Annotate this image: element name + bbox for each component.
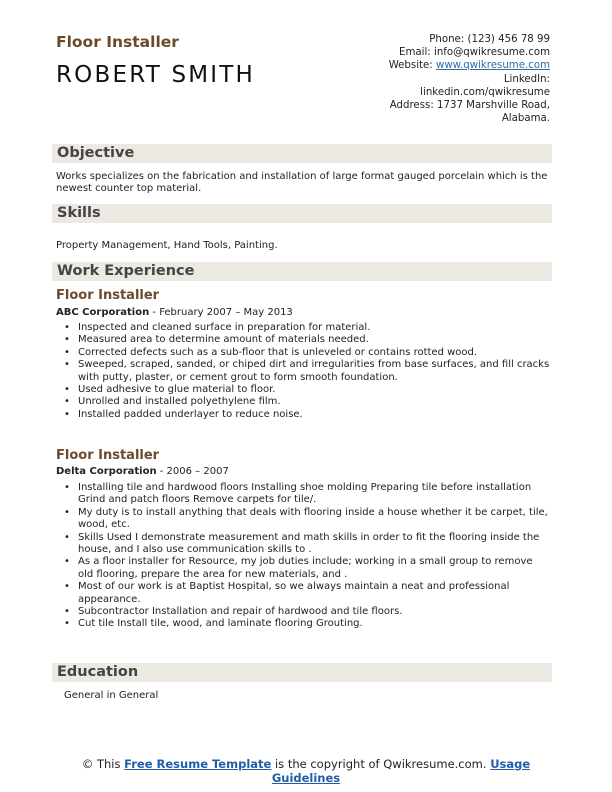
job-title: Floor Installer — [56, 33, 179, 51]
linkedin-label: LinkedIn: — [503, 73, 550, 85]
list-item: • Measured area to determine amount of materials needed. — [56, 334, 550, 346]
footer-prefix: © This — [81, 757, 125, 771]
linkedin-value: linkedin.com/qwikresume — [420, 86, 550, 98]
job-2-bullets — [56, 482, 550, 631]
education-text: General in General — [64, 690, 159, 701]
education-section-header — [52, 663, 552, 682]
website-link[interactable]: www.qwikresume.com — [435, 60, 550, 72]
list-item: • Most of our work is at Baptist Hospital, so we always maintain a neat and professional appearance. — [56, 581, 550, 606]
address-label: Address: — [389, 100, 434, 112]
experience-section-header — [52, 262, 552, 281]
job-1-dates: - February 2007 – May 2013 — [149, 307, 293, 318]
skills-section-header — [52, 204, 552, 223]
experience-heading: Work Experience — [57, 263, 195, 279]
phone-value: (123) 456 78 99 — [467, 34, 550, 45]
job-2-company-line — [56, 466, 229, 477]
email-value: info@qwikresume.com — [433, 47, 550, 59]
list-item: • Installed padded underlayer to reduce noise. — [56, 409, 550, 421]
contact-website — [310, 59, 550, 72]
job-1-title: Floor Installer — [56, 288, 160, 303]
list-item: • My duty is to install anything that deals with flooring inside a house whether it be carpet, tile, wood, etc. — [56, 507, 550, 532]
list-item: • Unrolled and installed polyethylene film. — [56, 396, 550, 408]
job-2-dates: - 2006 – 2007 — [156, 466, 229, 477]
skills-text: Property Management, Hand Tools, Painting. — [56, 240, 278, 251]
phone-label: Phone: — [429, 34, 465, 45]
list-item: • Sweeped, scraped, sanded, or chiped dirt and irregularities from base surfaces, and fill cracks with putty, plaster, or cement grout to form smooth foundation. — [56, 359, 550, 384]
job-1-company: ABC Corporation — [56, 307, 150, 318]
job-2-title: Floor Installer — [56, 448, 160, 463]
job-1-company-line — [56, 307, 293, 318]
contact-email — [310, 46, 550, 59]
usage-guidelines-link[interactable]: Usage Guidelines — [271, 757, 531, 785]
education-heading: Education — [57, 664, 139, 680]
list-item: • As a floor installer for Resource, my job duties include; working in a small group to remove old flooring, prepare the area for new materials, and . — [56, 556, 550, 581]
website-label: Website: — [388, 60, 433, 72]
free-resume-template-link[interactable]: Free Resume Template — [124, 757, 272, 771]
contact-phone — [310, 33, 550, 46]
job-2-company: Delta Corporation — [56, 466, 157, 477]
contact-block — [310, 33, 550, 125]
objective-text: Works specializes on the fabrication and installation of large format gauged porcelain which is the newest counter top material. — [56, 171, 548, 195]
objective-heading: Objective — [57, 145, 135, 161]
list-item: • Subcontractor Installation and repair of hardwood and tile floors. — [56, 606, 550, 618]
footer-middle: is the copyright of Qwikresume.com. — [271, 757, 491, 771]
footer — [60, 757, 552, 785]
list-item: • Skills Used I demonstrate measurement and math skills in order to fit the flooring inside the house, and I also use communication skills to . — [56, 532, 550, 557]
candidate-name: ROBERT SMITH — [56, 62, 256, 88]
objective-section-header — [52, 144, 552, 163]
list-item: • Installing tile and hardwood floors Installing shoe molding Preparing tile before installation Grind and patch floors Remove carpets for tile/. — [56, 482, 550, 507]
list-item: • Corrected defects such as a sub-floor that is unleveled or contains rotted wood. — [56, 347, 550, 359]
list-item: • Inspected and cleaned surface in preparation for material. — [56, 322, 550, 334]
contact-address — [310, 99, 550, 112]
address-line2: Alabama. — [501, 113, 550, 125]
skills-heading: Skills — [57, 205, 101, 221]
list-item: • Cut tile Install tile, wood, and laminate flooring Grouting. — [56, 618, 550, 630]
job-1-bullets — [56, 322, 550, 421]
address-line1: 1737 Marshville Road, — [437, 100, 550, 112]
email-label: Email: — [399, 47, 431, 59]
list-item: • Used adhesive to glue material to floor. — [56, 384, 550, 396]
